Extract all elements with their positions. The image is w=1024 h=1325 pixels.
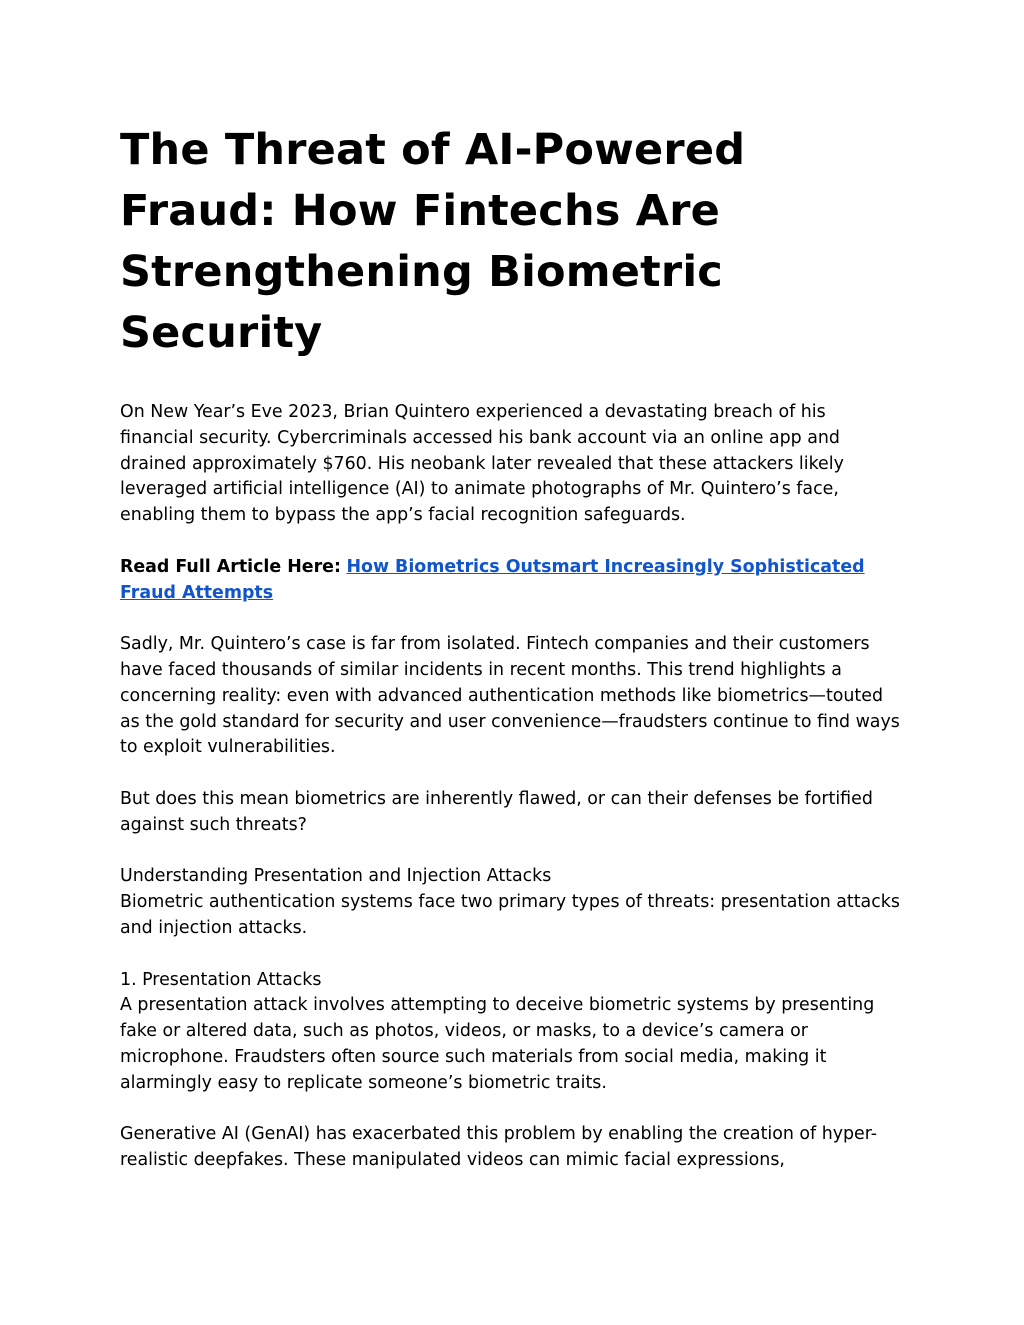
document-page (120, 120, 900, 1200)
read-more-label: Read Full Article Here: (120, 556, 341, 577)
intro-paragraph: On New Year’s Eve 2023, Brian Quintero experienced a devastating breach of his financial security. Cybercriminals accessed his bank account via an online app and drained approximately $760. His neobank later revealed that these attackers likely leveraged artificial intelligence (AI) to animate photographs of Mr. Quintero’s face, enabling them to bypass the app’s facial recognition safeguards. (120, 402, 844, 526)
section-text: Biometric authentication systems face two primary types of threats: presentation attacks and injection attacks. (120, 892, 900, 938)
subsection-heading: 1. Presentation Attacks (120, 969, 322, 990)
read-more-paragraph (120, 555, 900, 607)
genai-paragraph: Generative AI (GenAI) has exacerbated this problem by enabling the creation of hyper-realistic deepfakes. These manipulated videos can mimic facial expressions, (120, 1124, 878, 1171)
presentation-attacks-section (120, 968, 900, 1097)
subsection-text: A presentation attack involves attempting to deceive biometric systems by presenting fake or altered data, such as photos, videos, or masks, to a device’s camera or microphone. Fraudsters often source such materials from social media, making it alarmingly easy to replicate someone’s biometric traits. (120, 995, 875, 1093)
section-heading: Understanding Presentation and Injection Attacks (120, 866, 552, 887)
isolated-case-paragraph: Sadly, Mr. Quintero’s case is far from isolated. Fintech companies and their customers have faced thousands of similar incidents in recent months. This trend highlights a concerning reality: even with advanced authentication methods like biometrics—touted as the gold standard for security and user convenience—fraudsters continue to find ways to exploit vulnerabilities. (120, 634, 900, 758)
read-more-link[interactable]: How Biometrics Outsmart Increasingly Sophisticated Fraud Attempts (120, 556, 865, 603)
question-paragraph: But does this mean biometrics are inherently flawed, or can their defenses be fortified against such threats? (120, 788, 873, 835)
attacks-section (120, 864, 900, 941)
article-title: The Threat of AI-Powered Fraud: How Fintechs Are Strengthening Biometric Security (120, 125, 746, 358)
article-body (120, 400, 900, 1174)
